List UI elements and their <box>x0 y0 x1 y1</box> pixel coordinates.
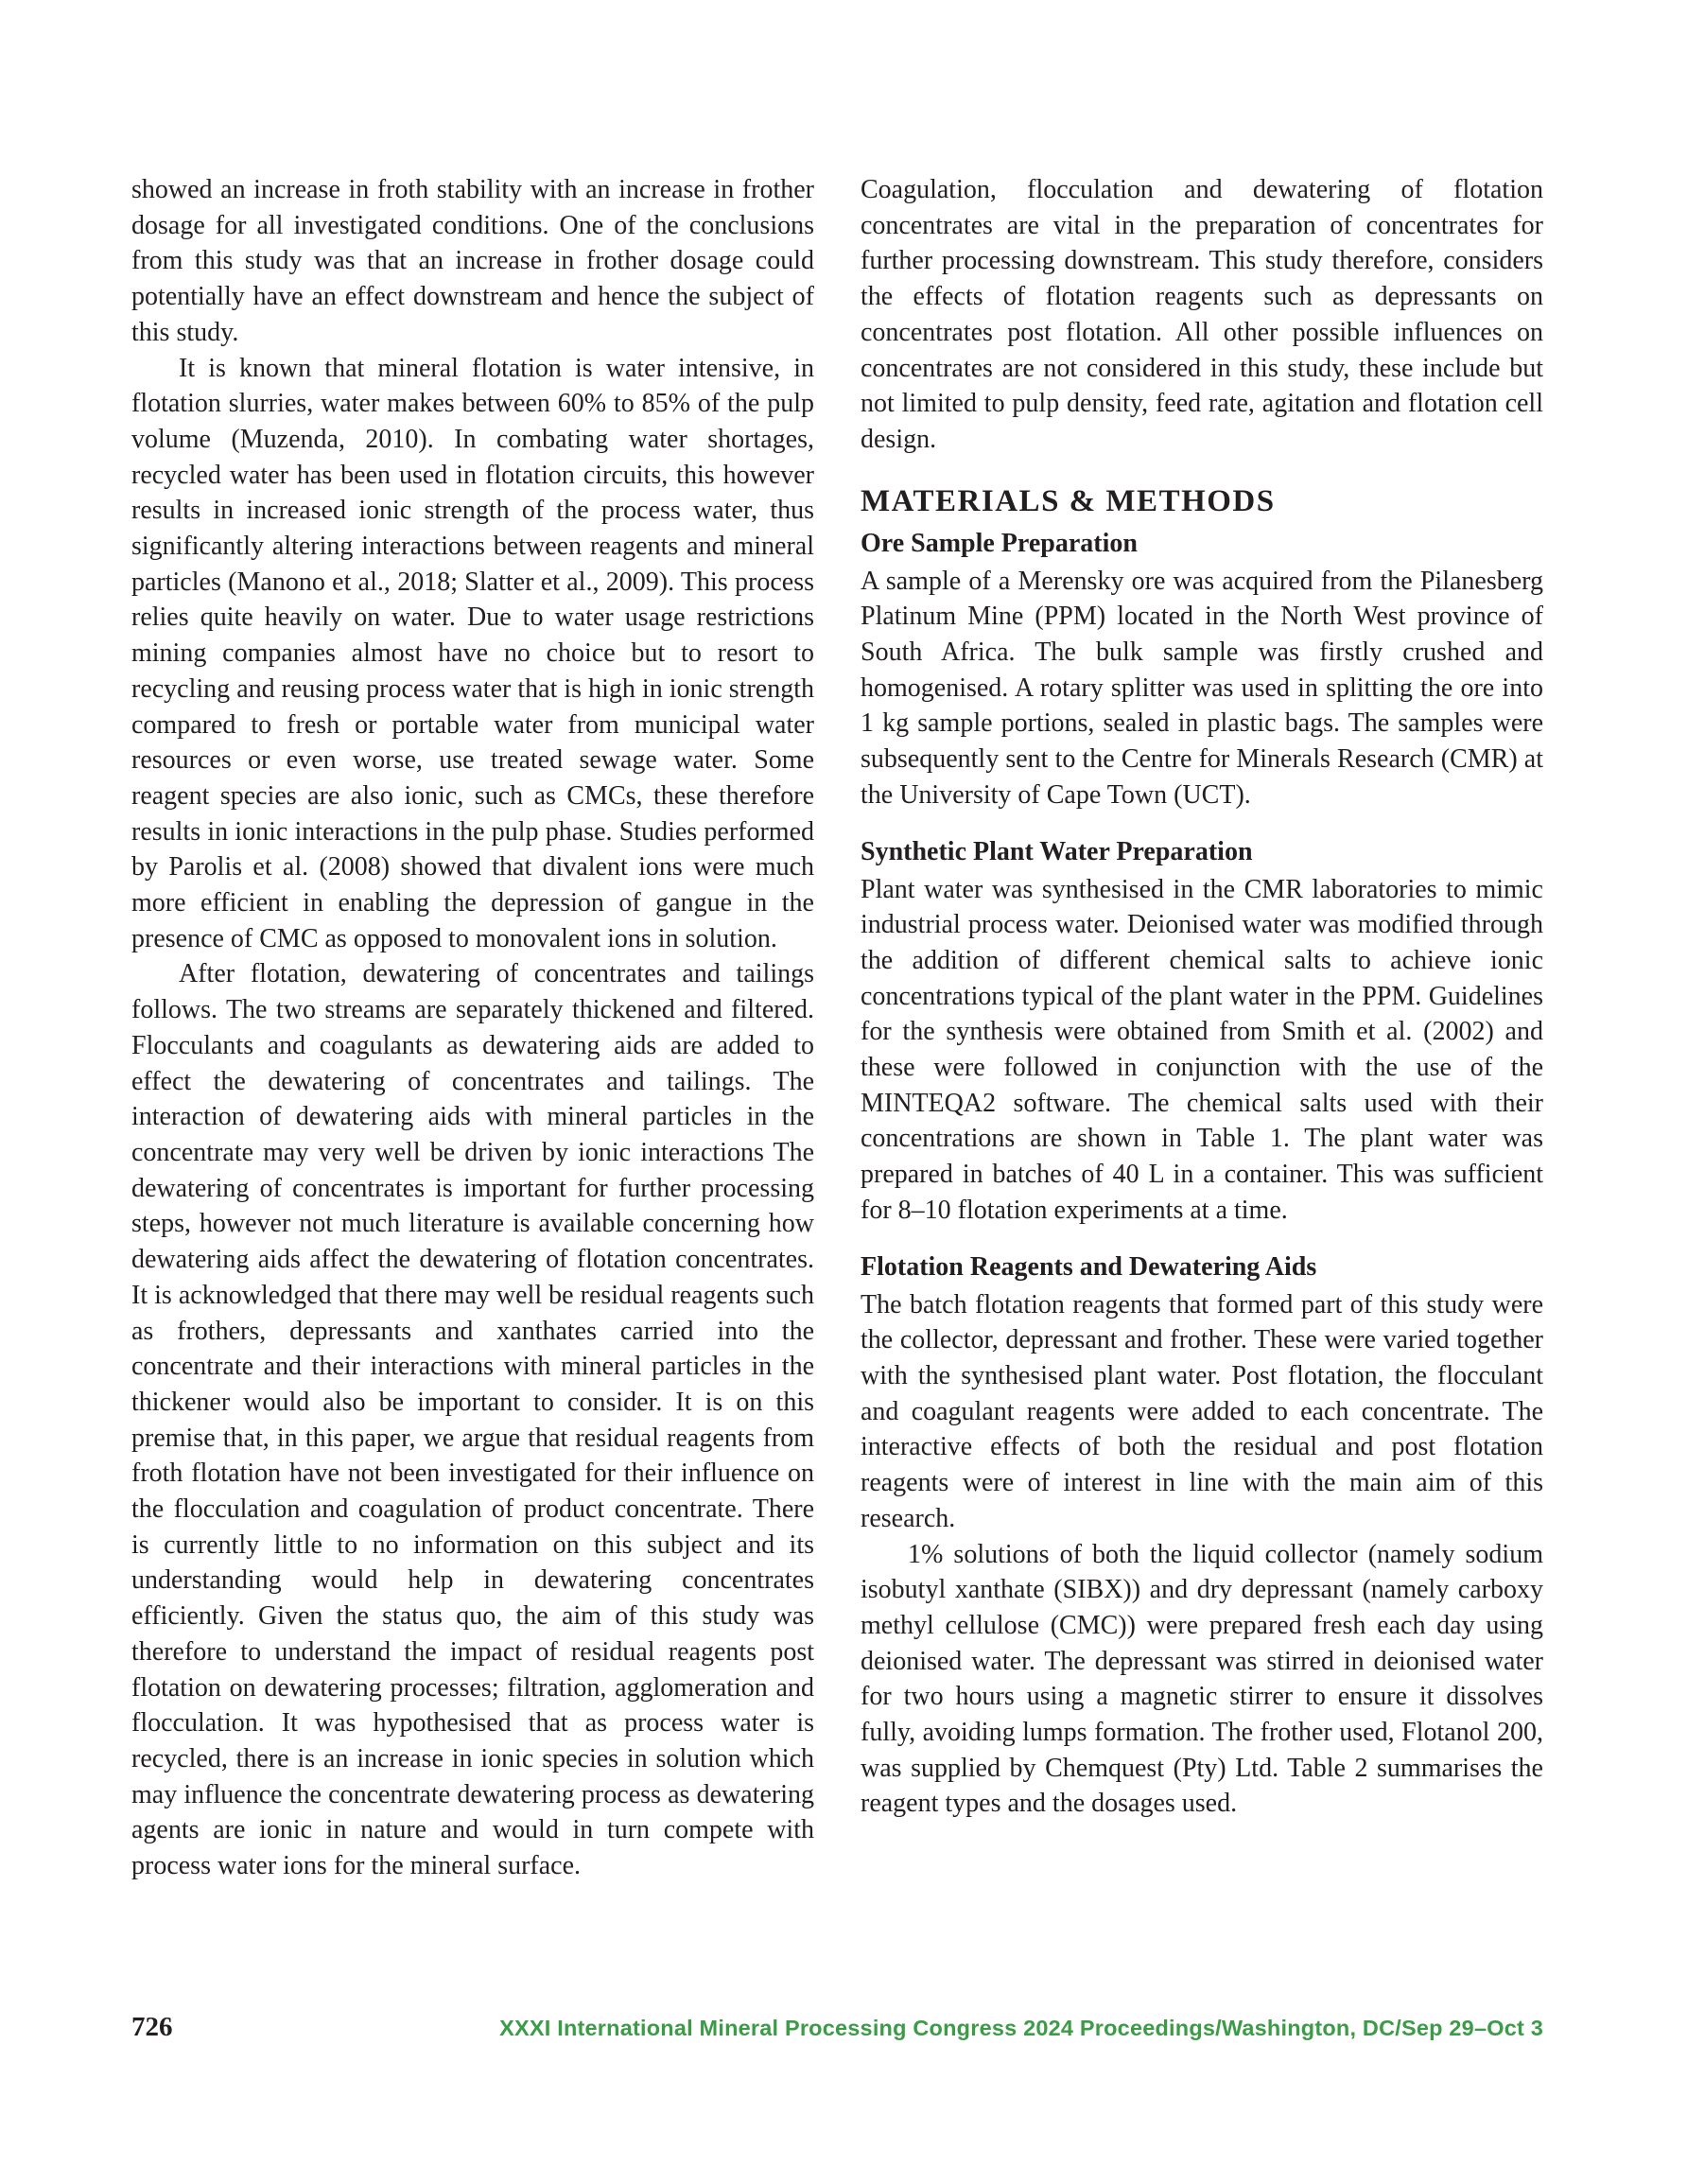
page-footer <box>131 2012 1543 2050</box>
body-paragraph: After flotation, dewatering of concentrates and tailings follows. The two streams are separately thickened and filtered. Flocculants and coagulants as dewatering aids are added to effect the dewatering of concentrates and tailings. The interaction of dewatering aids with mineral particles in the concentrate may very well be driven by ionic interactions The dewatering of concentrates is important for further processing steps, however not much literature is available concerning how dewatering aids affect the dewatering of flotation concentrates. It is acknowledged that there may well be residual reagents such as frothers, depressants and xanthates carried into the concentrate and their interactions with mineral particles in the thickener would also be important to consider. It is on this premise that, in this paper, we argue that residual reagents from froth flotation have not been investigated for their influence on the flocculation and coagulation of product concentrate. There is currently little to no information on this subject and its understanding would help in dewatering concentrates efficiently. Given the status quo, the aim of this study was therefore to understand the impact of residual reagents post flotation on dewatering processes; filtration, agglomeration and flocculation. It was hypothesised that as process water is recycled, there is an increase in ionic species in solution which may influence the concentrate dewatering process as dewatering agents are ionic in nature and would in turn compete with process water ions for the mineral surface. <box>131 959 814 1881</box>
body-paragraph: A sample of a Merensky ore was acquired from the Pilanesberg Platinum Mine (PPM) located in the North West province of South Africa. The bulk sample was firstly crushed and homogenised. A rotary splitter was used in splitting the ore into 1 kg sample portions, sealed in plastic bags. The samples were subsequently sent to the Centre for Minerals Research (CMR) at the University of Cape Town (UCT). <box>861 566 1543 810</box>
body-paragraph: Coagulation, flocculation and dewatering of flotation concentrates are vital in the preparation of concentrates for further processing downstream. This study therefore, considers the effects of flotation reagents such as depressants on concentrates post flotation. All other possible influences on concentrates are not considered in this study, these include but not limited to pulp density, feed rate, agitation and flotation cell design. <box>861 175 1543 454</box>
body-paragraph: showed an increase in froth stability with an increase in frother dosage for all investigated conditions. One of the conclusions from this study was that an increase in frother dosage could potentially have an effect downstream and hence the subject of this study. <box>131 175 814 347</box>
left-column <box>131 172 814 1884</box>
subsection-heading-ore-sample: Ore Sample Preparation <box>861 528 1138 558</box>
body-paragraph: It is known that mineral flotation is water intensive, in flotation slurries, water makes between 60% to 85% of the pulp volume (Muzenda, 2010). In combating water shortages, recycled water has been used in flotation circuits, this however results in increased ionic strength of the process water, thus significantly altering interactions between reagents and mineral particles (Manono et al., 2018; Slatter et al., 2009). This process relies quite heavily on water. Due to water usage restrictions mining companies almost have no choice but to resort to recycling and reusing process water that is high in ionic strength compared to fresh or portable water from municipal water resources or even worse, use treated sewage water. Some reagent species are also ionic, such as CMCs, these therefore results in ionic interactions in the pulp phase. Studies performed by Parolis et al. (2008) showed that divalent ions were much more efficient in enabling the depression of gangue in the presence of CMC as opposed to monovalent ions in solution. <box>131 353 814 953</box>
body-paragraph: Plant water was synthesised in the CMR laboratories to mimic industrial process water. Deionised water was modified through the addition of different chemical salts to achieve ionic concentrations typical of the plant water in the PPM. Guidelines for the synthesis were obtained from Smith et al. (2002) and these were followed in conjunction with the use of the MINTEQA2 software. The chemical salts used with their concentrations are shown in Table 1. The plant water was prepared in batches of 40 L in a container. This was sufficient for 8–10 flotation experiments at a time. <box>861 874 1543 1225</box>
right-column <box>861 172 1543 1822</box>
subsection-heading-reagents: Flotation Reagents and Dewatering Aids <box>861 1251 1317 1282</box>
page-number: 726 <box>131 2012 173 2042</box>
body-paragraph: The batch flotation reagents that formed part of this study were the collector, depressant and frother. These were varied together with the synthesised plant water. Post flotation, the flocculant and coagulant reagents were added to each concentrate. The interactive effects of both the residual and post flotation reagents were of interest in line with the main aim of this research. <box>861 1289 1543 1533</box>
section-heading-materials-methods: MATERIALS & METHODS <box>861 483 1276 518</box>
running-footer-title: XXXI International Mineral Processing Congress 2024 Proceedings/Washington, DC/Sep 29–Oct 3 <box>499 2016 1543 2040</box>
body-paragraph: 1% solutions of both the liquid collector (namely sodium isobutyl xanthate (SIBX)) and dry depressant (namely carboxy methyl cellulose (CMC)) were prepared fresh each day using deionised water. The depressant was stirred in deionised water for two hours using a magnetic stirrer to ensure it dissolves fully, avoiding lumps formation. The frother used, Flotanol 200, was supplied by Chemquest (Pty) Ltd. Table 2 summarises the reagent types and the dosages used. <box>861 1539 1543 1819</box>
subsection-heading-plant-water: Synthetic Plant Water Preparation <box>861 836 1253 866</box>
